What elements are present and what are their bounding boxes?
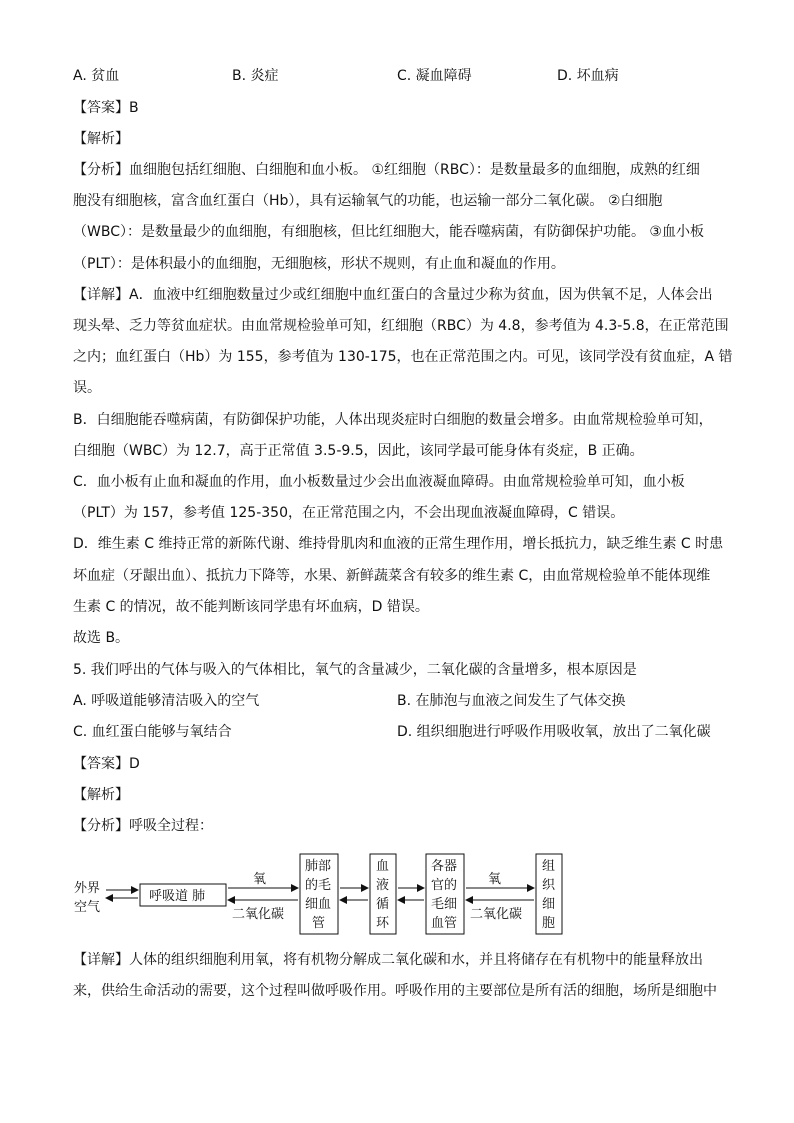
- q4-detail-line: 白细胞（WBC）为 12.7，高于正常值 3.5-9.5，因此，该同学最可能身体有炎症，B 正确。: [73, 443, 644, 459]
- q4-detail-line: D．维生素 C 维持正常的新陈代谢、维持骨肌肉和血液的正常生理作用，增长抵抗力，缺乏维生素 C 时患: [73, 536, 724, 552]
- q4-detail-line: 误。: [73, 380, 101, 396]
- q5-detail-line: 【详解】人体的组织细胞利用氧，将有机物分解成二氧化碳和水，并且将储存在有机物中的能量释放出: [73, 952, 703, 968]
- q4-option-b: B. 炎症: [232, 68, 279, 84]
- respiration-diagram-svg: [70, 848, 570, 938]
- q5-analysis-label: 【解析】: [73, 787, 129, 803]
- q4-option-d: D. 坏血病: [557, 68, 619, 84]
- organ-cap-line-4: 血管: [431, 916, 458, 931]
- blood-circ-line-2: 液: [376, 878, 390, 893]
- q4-detail-line: 生素 C 的情况，故不能判断该同学患有坏血病，D 错误。: [73, 599, 429, 615]
- q4-analysis-line: （PLT）：是体积最小的血细胞，无细胞核，形状不规则，有止血和凝血的作用。: [73, 256, 565, 272]
- q4-detail-line: 坏血症（牙龈出血）、抵抗力下降等，水果、新鲜蔬菜含有较多的维生素 C，由血常规检验单不能体现维: [73, 568, 711, 584]
- q5-option-c: C. 血红蛋白能够与氧结合: [73, 724, 232, 740]
- q5-option-b: B. 在肺泡与血液之间发生了气体交换: [397, 693, 626, 709]
- organ-cap-line-3: 毛细: [431, 897, 458, 912]
- blood-circ-line-4: 环: [376, 916, 390, 931]
- tissue-line-4: 胞: [542, 916, 556, 931]
- q4-option-c: C. 凝血障碍: [397, 68, 472, 84]
- lung-cap-line-3: 细血: [305, 897, 332, 912]
- oxygen-label-1: 氧: [253, 872, 267, 887]
- organ-cap-line-2: 官的: [431, 878, 458, 893]
- q4-detail-line: 【详解】A．血液中红细胞数量过少或红细胞中血红蛋白的含量过少称为贫血，因为供氧不足，人体会出: [73, 287, 713, 303]
- airway-lung-label: 呼吸道 肺: [149, 889, 206, 904]
- q4-detail-line: 之内；血红蛋白（Hb）为 155，参考值为 130-175，也在正常范围之内。可见，该同学没有贫血症，A 错: [73, 349, 733, 365]
- q5-analysis-intro: 【分析】呼吸全过程：: [73, 818, 213, 834]
- organ-cap-line-1: 各器: [431, 859, 458, 874]
- oxygen-label-2: 氧: [488, 872, 502, 887]
- blood-circ-line-3: 循: [376, 897, 390, 912]
- q4-answer: 【答案】B: [73, 100, 139, 116]
- q4-analysis-line: 【分析】血细胞包括红细胞、白细胞和血小板。 ①红细胞（RBC）：是数量最多的血细胞，成熟的红细: [73, 162, 700, 178]
- q4-detail-line: C．血小板有止血和凝血的作用，血小板数量过少会出血液凝血障碍。由血常规检验单可知，血小板: [73, 474, 685, 490]
- q5-option-a: A. 呼吸道能够清洁吸入的空气: [73, 693, 260, 709]
- q4-option-a: A. 贫血: [73, 68, 120, 84]
- tissue-line-2: 织: [542, 878, 556, 893]
- q4-detail-line: （PLT）为 157，参考值 125-350，在正常范围之内，不会出现血液凝血障碍，C 错误。: [73, 505, 625, 521]
- q5-answer: 【答案】D: [73, 756, 140, 772]
- lung-cap-line-2: 的毛: [305, 878, 332, 893]
- outside-air-label-1: 外界: [74, 881, 101, 896]
- q5-stem: 5. 我们呼出的气体与吸入的气体相比，氧气的含量减少，二氧化碳的含量增多，根本原因是: [73, 662, 637, 678]
- co2-label-1: 二氧化碳: [232, 907, 285, 922]
- tissue-line-3: 细: [542, 897, 556, 912]
- q4-conclusion: 故选 B。: [73, 630, 130, 646]
- q4-analysis-label: 【解析】: [73, 131, 129, 147]
- outside-air-label-2: 空气: [74, 900, 101, 915]
- q4-detail-line: B．白细胞能吞噬病菌，有防御保护功能，人体出现炎症时白细胞的数量会增多。由血常规检验单可知，: [73, 412, 713, 428]
- q4-analysis-line: （WBC）：是数量最少的血细胞，有细胞核，但比红细胞大，能吞噬病菌，有防御保护功能。 ③血小板: [73, 224, 704, 240]
- respiration-process-diagram: [70, 848, 570, 938]
- q4-detail-line: 现头晕、乏力等贫血症状。由血常规检验单可知，红细胞（RBC）为 4.8，参考值为 4.3-5.8，在正常范围: [73, 318, 729, 334]
- co2-label-2: 二氧化碳: [470, 907, 523, 922]
- lung-cap-line-4: 管: [312, 916, 326, 931]
- blood-circ-line-1: 血: [376, 859, 390, 874]
- q4-analysis-line: 胞没有细胞核，富含血红蛋白（Hb），具有运输氧气的功能，也运输一部分二氧化碳。 ②白细胞: [73, 193, 663, 209]
- tissue-line-1: 组: [542, 859, 556, 874]
- q5-option-d: D. 组织细胞进行呼吸作用吸收氧，放出了二氧化碳: [397, 724, 711, 740]
- lung-cap-line-1: 肺部: [305, 859, 332, 874]
- q5-detail-line: 来，供给生命活动的需要，这个过程叫做呼吸作用。呼吸作用的主要部位是所有活的细胞，场所是细胞中: [73, 983, 717, 999]
